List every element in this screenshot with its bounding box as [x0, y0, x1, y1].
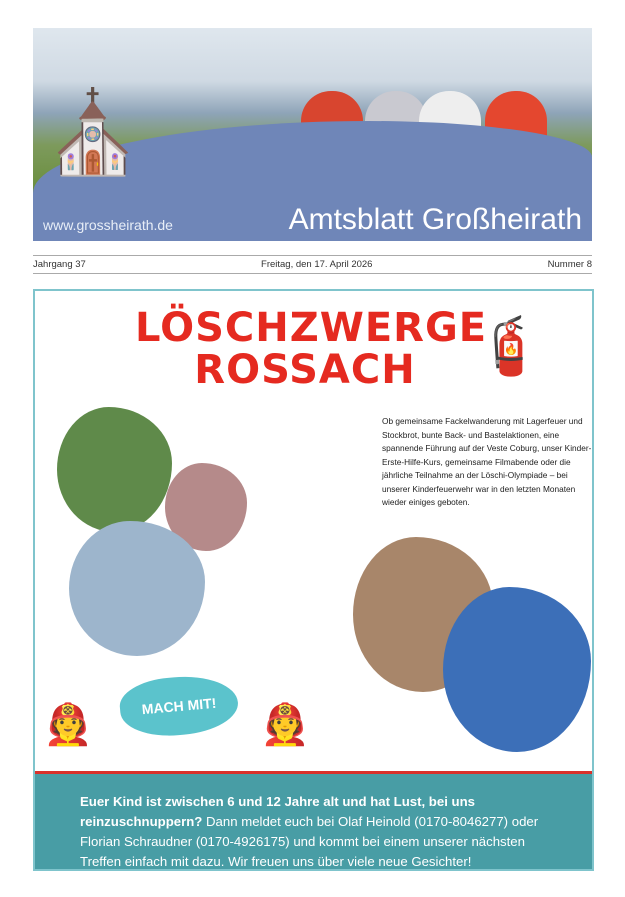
photo-group-outdoor [57, 407, 172, 532]
fire-extinguisher-icon: 🧯 [475, 314, 545, 377]
publication-title: Amtsblatt Großheirath [288, 203, 582, 236]
contact-footer [35, 774, 592, 869]
photo-ambulance [69, 521, 205, 656]
issue-number: Nummer 8 [547, 259, 592, 270]
headline-line-1: LÖSCHZWERGE [135, 305, 488, 351]
volume: Jahrgang 37 [33, 259, 86, 270]
website-url[interactable]: www.grossheirath.de [43, 217, 173, 233]
issue-date: Freitag, den 17. April 2026 [261, 259, 373, 270]
article-body: Ob gemeinsame Fackelwanderung mit Lagerfeuer und Stockbrot, bunte Back- und Bastelaktionen, eine spannende Führung auf der Veste Coburg, unser Kinder-Erste-Hilfe-Kurs, gemeinsame Filmabende oder die jährliche Teilnahme an der Löschi-Olympiade – bei unserer Kinderfeuerwehr war in den letzten Monaten wieder einiges geboten. [382, 416, 592, 507]
footer-text: Dann meldet euch bei Olaf Heinold (0170-8046277) oder Florian Schraudner (0170-4926175) und kommt bei einem unserer nächsten Treffen einfach mit dazu. Wir freuen uns über viele neue Gesichter! [80, 814, 539, 869]
issue-meta-bar [33, 255, 592, 274]
headline [135, 305, 488, 393]
church-logo-icon: ⛪ [43, 88, 143, 177]
firefighter-icon: 🧑‍🚒 [43, 703, 93, 747]
photo-group-uniforms [443, 587, 591, 752]
article-frame [33, 289, 594, 871]
firefighter-icon: 🧑‍🚒 [260, 703, 310, 747]
footer-lead: Euer Kind ist zwischen 6 und 12 Jahre alt und hat Lust, bei uns reinzuschnuppern? [80, 794, 475, 829]
join-badge: MACH MIT! [118, 672, 241, 740]
masthead-banner [33, 28, 592, 241]
headline-line-2: ROSSACH [194, 347, 416, 393]
